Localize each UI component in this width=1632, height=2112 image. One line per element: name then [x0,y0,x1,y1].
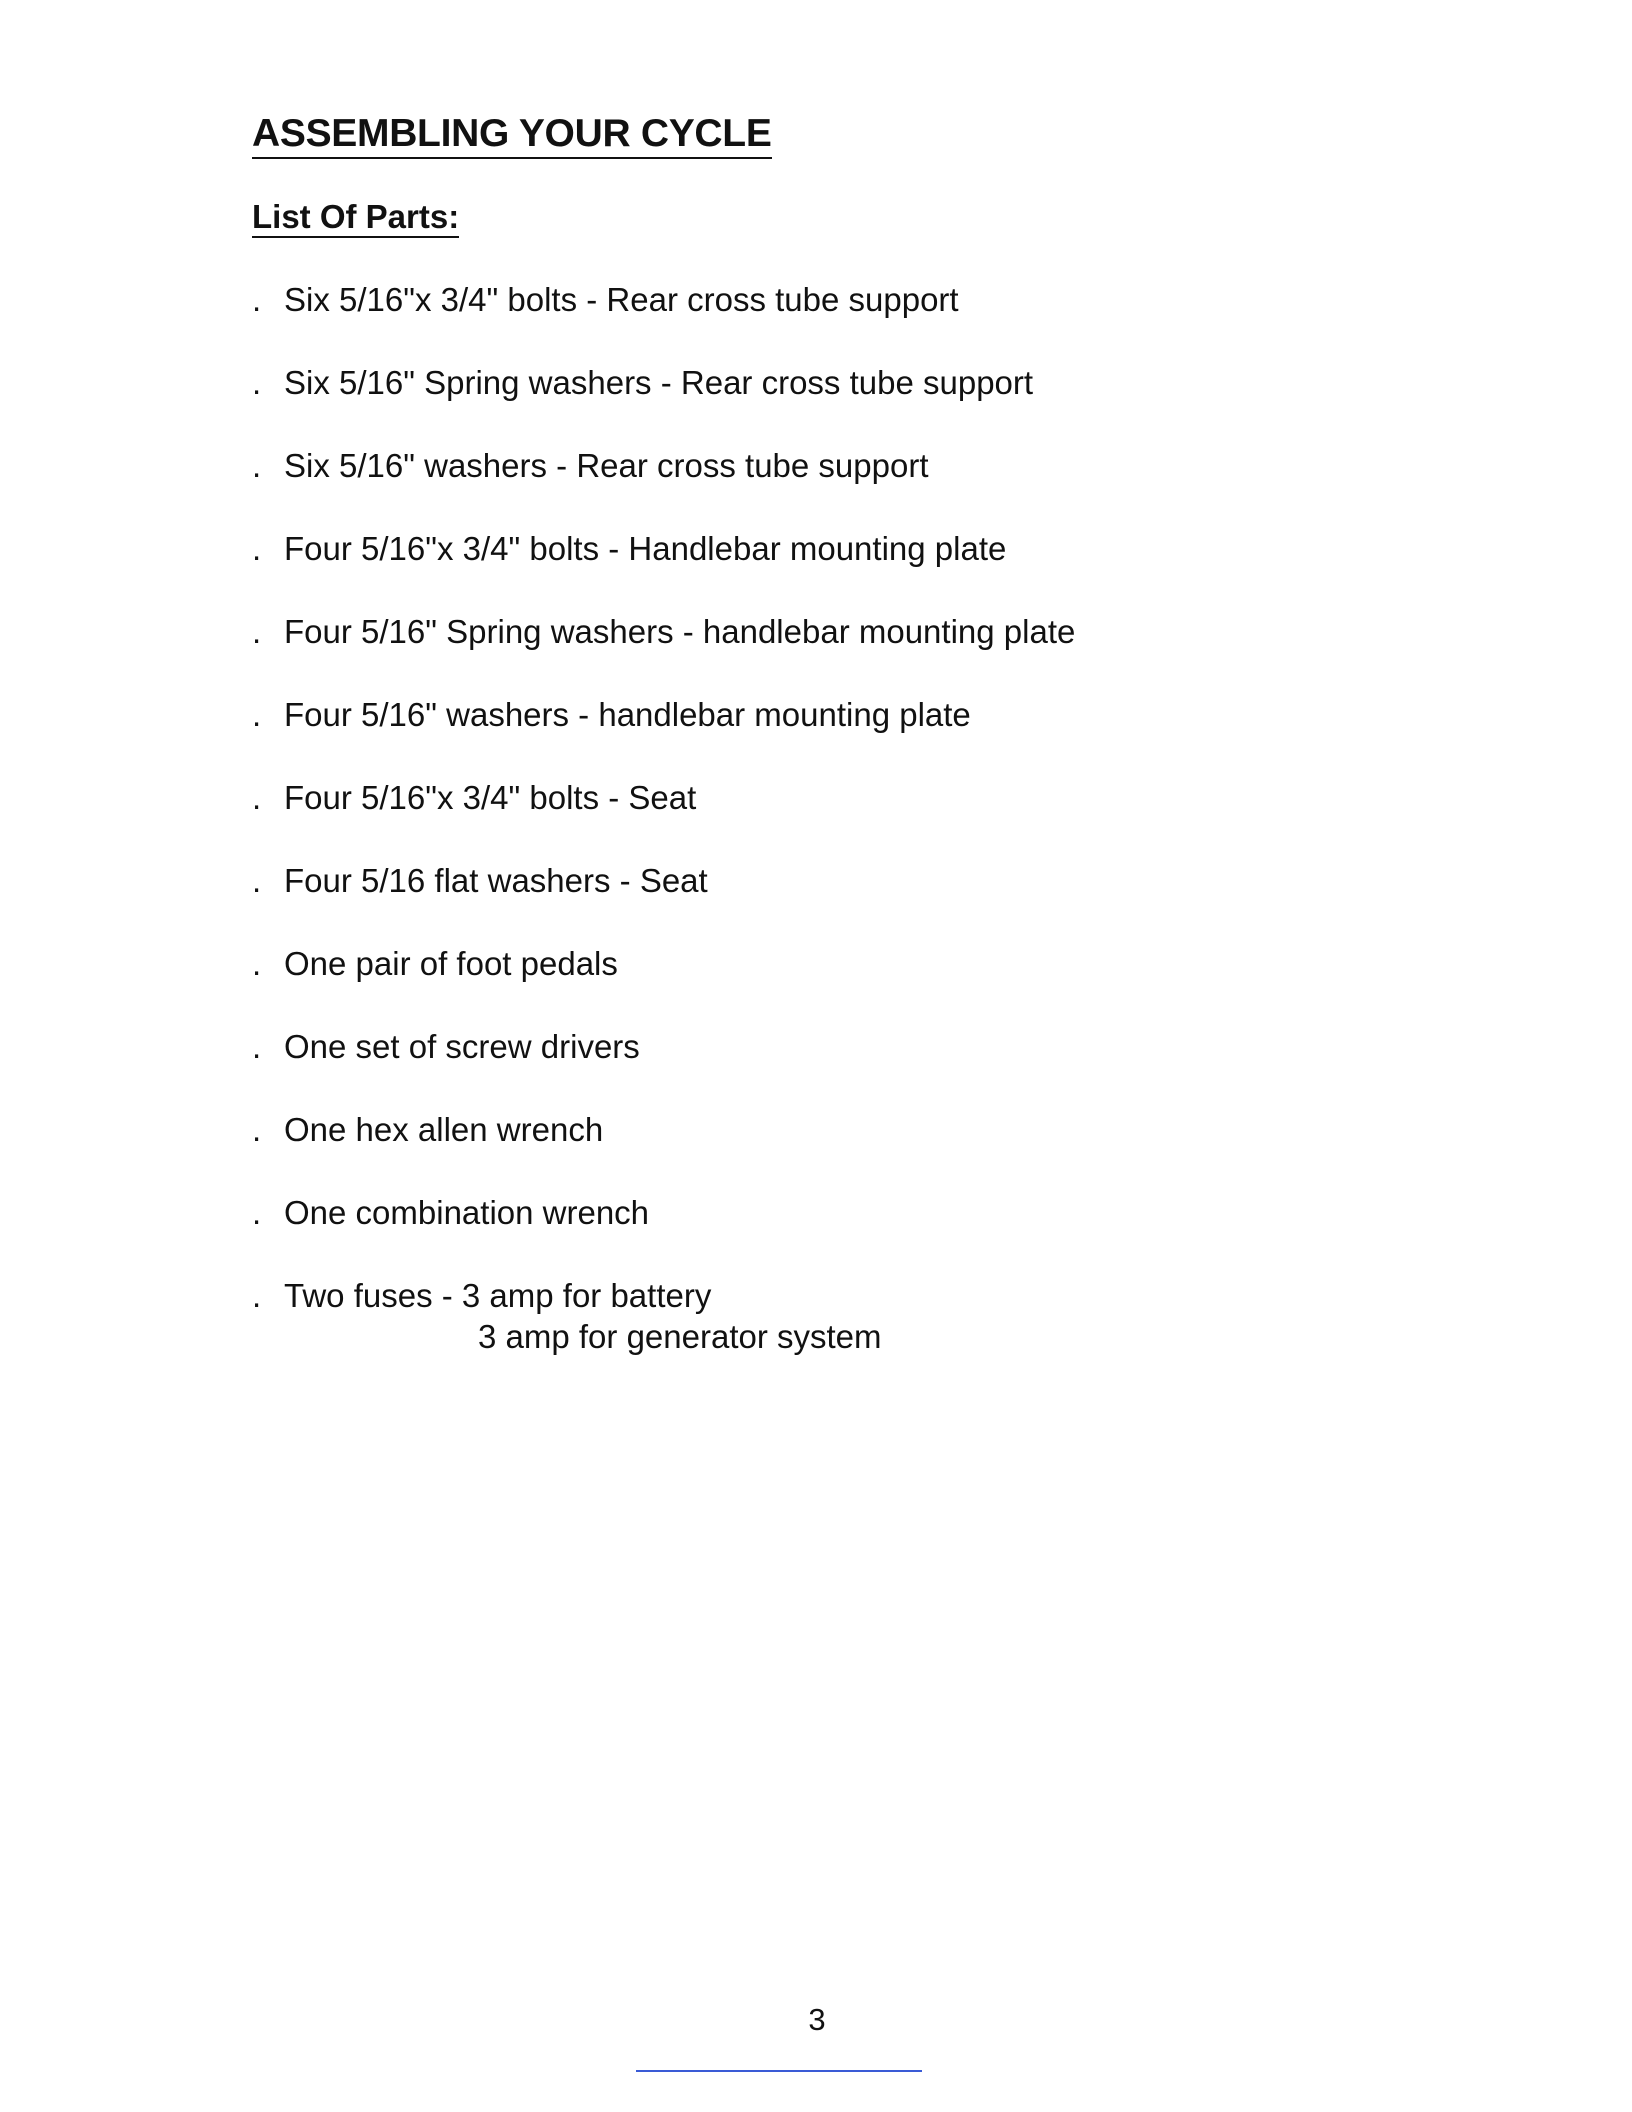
list-item [252,529,1075,612]
list-item [252,1276,1075,1358]
list-item [252,695,1075,778]
list-bullet: . [252,945,262,982]
list-item-text: Six 5/16" Spring washers - Rear cross tube support [284,364,1034,401]
list-bullet: . [252,1111,262,1148]
list-item [252,280,1075,363]
list-bullet: . [252,779,262,816]
list-bullet: . [252,1194,262,1231]
list-item-text: One set of screw drivers [284,1028,640,1065]
list-item-text: Four 5/16"x 3/4" bolts - Handlebar mounting plate [284,530,1007,567]
list-bullet: . [252,1277,262,1314]
list-bullet: . [252,862,262,899]
list-bullet: . [252,530,262,567]
list-item [252,861,1075,944]
page-number: 3 [808,2002,826,2037]
list-bullet: . [252,447,262,484]
list-bullet: . [252,281,262,318]
list-item-text: Six 5/16"x 3/4" bolts - Rear cross tube support [284,281,959,318]
list-item [252,363,1075,446]
list-item [252,1193,1075,1276]
list-item-text: Four 5/16" washers - handlebar mounting plate [284,696,971,733]
list-bullet: . [252,364,262,401]
list-item [252,446,1075,529]
page-title: ASSEMBLING YOUR CYCLE [252,111,772,159]
list-bullet: . [252,696,262,733]
list-item-text: Four 5/16"x 3/4" bolts - Seat [284,779,697,816]
list-item-text: One combination wrench [284,1194,650,1231]
list-item [252,1027,1075,1110]
list-item-text: One hex allen wrench [284,1111,604,1148]
list-item [252,944,1075,1027]
list-item [252,778,1075,861]
list-item [252,612,1075,695]
parts-list [252,280,1075,1358]
list-item-text: One pair of foot pedals [284,945,618,982]
list-item-text: Four 5/16 flat washers - Seat [284,862,708,899]
list-item [252,1110,1075,1193]
section-heading: List Of Parts: [252,198,459,238]
list-bullet: . [252,1028,262,1065]
list-item-text: Two fuses - 3 amp for battery [284,1277,712,1314]
list-item-continuation: 3 amp for generator system [478,1318,882,1355]
footer-rule [636,2070,922,2072]
list-item-text: Six 5/16" washers - Rear cross tube support [284,447,929,484]
list-item-text: Four 5/16" Spring washers - handlebar mounting plate [284,613,1076,650]
list-bullet: . [252,613,262,650]
